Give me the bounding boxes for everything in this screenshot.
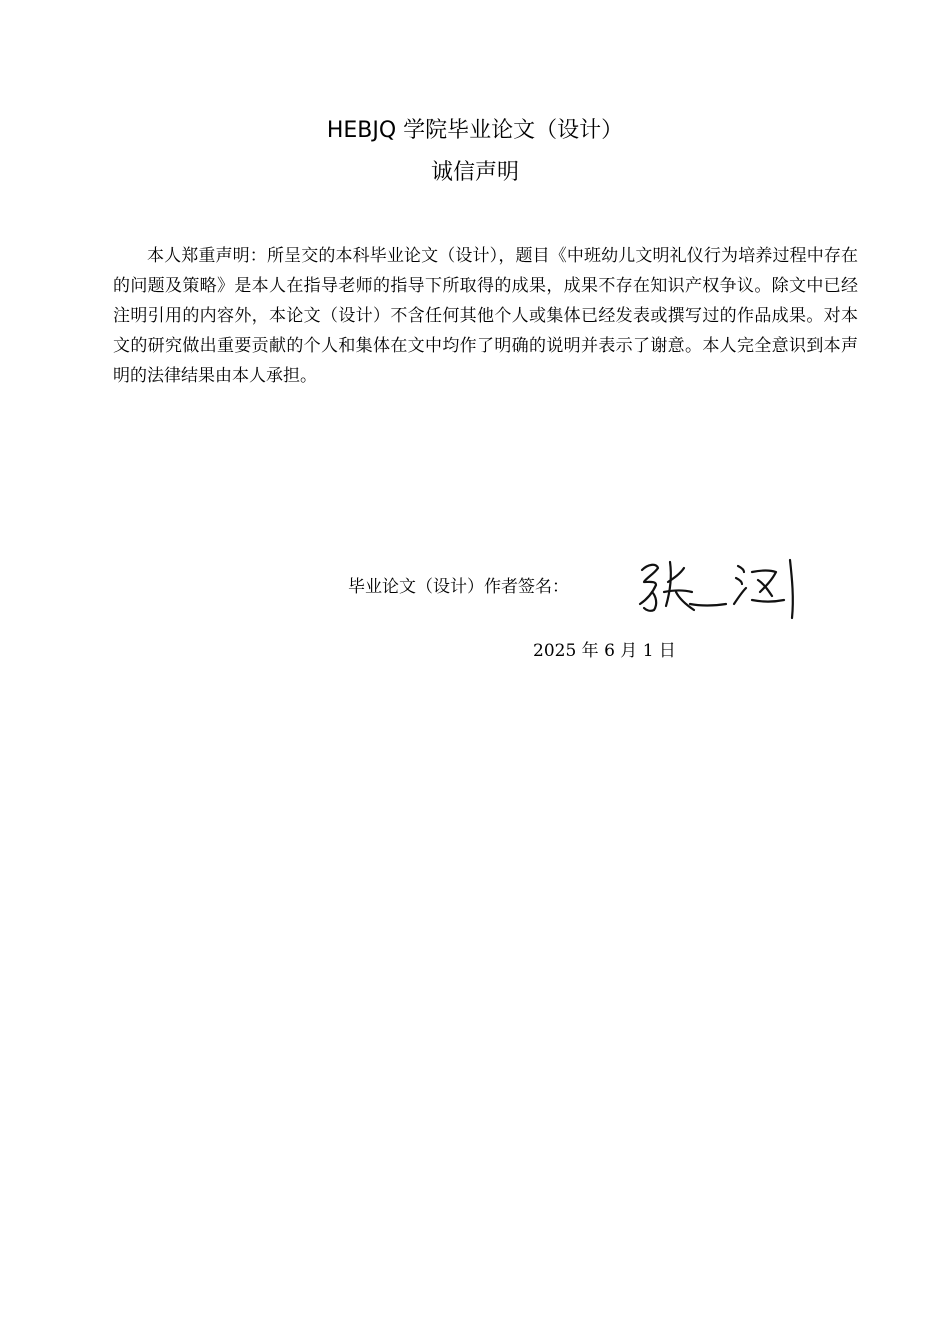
declaration-paragraph: 本人郑重声明：所呈交的本科毕业论文（设计），题目《中班幼儿文明礼仪行为培养过程中存在的问题及策略》是本人在指导老师的指导下所取得的成果，成果不存在知识产权争议。除文中已经注明引用的内容外，本论文（设计）不含任何其他个人或集体已经发表或撰写过的作品成果。对本文的研究做出重要贡献的个人和集体在文中均作了明确的说明并表示了谢意。本人完全意识到本声明的法律结果由本人承担。	[113, 246, 858, 386]
page-subtitle: 诚信声明	[430, 160, 519, 185]
page-title: HEBJQ 学院毕业论文（设计）	[326, 118, 624, 143]
signature-label: 毕业论文（设计）作者签名：	[348, 577, 569, 597]
handwritten-signature	[634, 552, 804, 624]
signature-date: 2025 年 6 月 1 日	[533, 641, 676, 661]
